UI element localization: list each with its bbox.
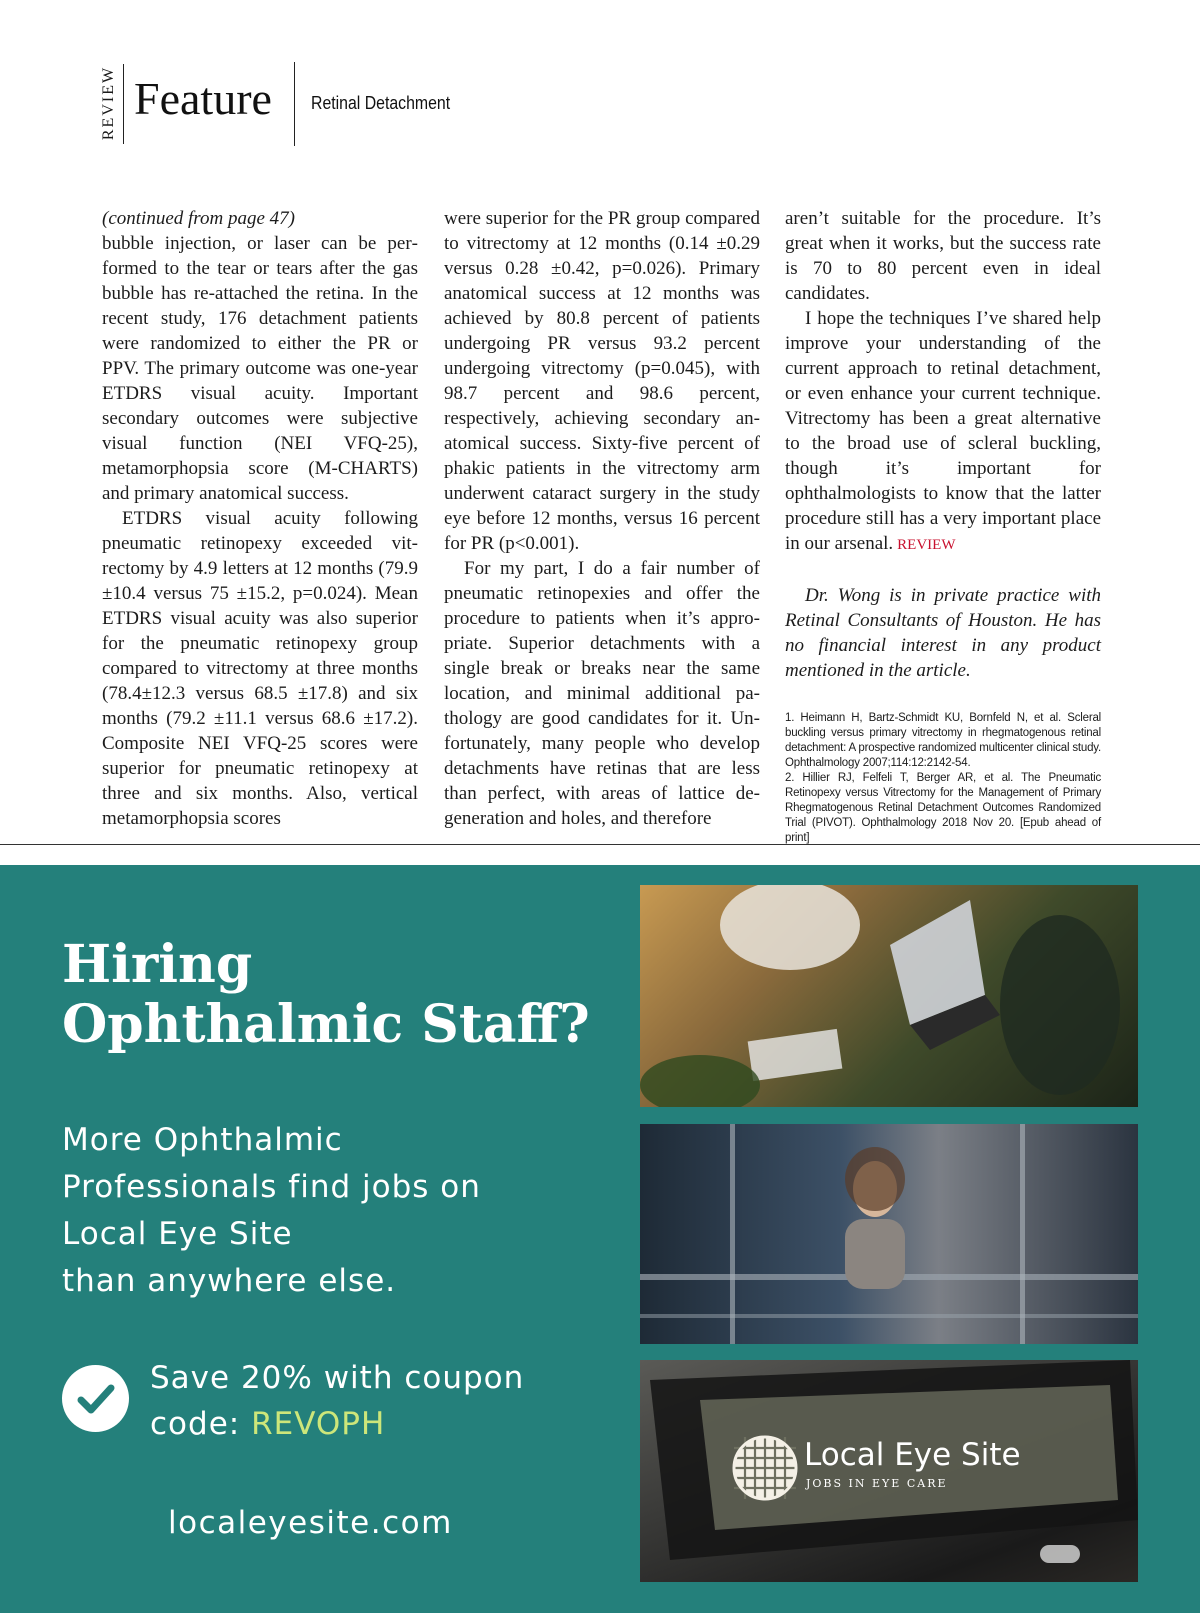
coupon-text: Save 20% with coupon code:: [150, 1360, 525, 1442]
logo-wordmark: Local Eye Site: [804, 1437, 1021, 1473]
review-vertical-label: REVIEW: [100, 65, 117, 141]
author-bio: Dr. Wong is in private practice with Retinal Consultants of Houston. He has no financial interest in any product mentioned in the article.: [785, 585, 1101, 681]
feature-title: Feature: [134, 73, 272, 124]
ad-url-link[interactable]: localeyesite.com: [168, 1505, 453, 1541]
article-paragraph: were superior for the PR group compared to vitrectomy at 12 months (0.14 ±0.29 versus 0.28 ±0.42, p=0.026). Primary anatomical success at 12 months was achieved by 80.8 percent of patients undergoing PR versus 93.2 percent undergoing vitrectomy (p=0.045), with 98.7 percent and 98.6 percent, respectively, achieving secondary anatomical success. Sixty-five percent of phakic patients in the vitrectomy arm underwent cataract surgery in the study eye before 12 months, versus 16 percent for PR (p<0.001).: [444, 208, 760, 554]
header-divider: [294, 62, 295, 146]
reference-item: 2. Hillier RJ, Felfeli T, Berger AR, et al. The Pneumatic Retinopexy versus Vitrectomy for the Management of Primary Rhegmatogenous Retinal Detachment Outcomes Randomized Trial (PIVOT). Ophthalmology 2018 Nov 20. [Epub ahead of print]: [785, 772, 1101, 844]
coupon-offer: [150, 1355, 570, 1447]
article-paragraph: ETDRS visual acuity following pneumatic retinopexy exceeded vitrectomy by 4.9 letters at 12 months (79.9 ±10.4 versus 75 ±15.2, p=0.024). Mean ETDRS visual acuity was also superior for the pneumatic retinopexy group compared to vitrectomy at three months (78.4±12.3 versus 68.5 ±17.8) and six months (79.2 ±11.1 versus 68.6 ±17.2). Composite NEI VFQ-25 scores were superior for pneumatic retinopexy at three and six months. Also, vertical metamorphopsia scores: [102, 508, 418, 829]
ad-body-line: Local Eye Site: [62, 1216, 293, 1252]
ad-headline-line: Hiring: [62, 934, 253, 995]
ad-body-line: More Ophthalmic: [62, 1122, 343, 1158]
article-column-2: [444, 206, 760, 831]
ad-body: [62, 1117, 582, 1305]
ad-body-line: than anywhere else.: [62, 1263, 397, 1299]
continued-note: (continued from page 47): [102, 208, 295, 229]
ad-body-line: Professionals find jobs on: [62, 1169, 481, 1205]
grid-logo-icon: [732, 1435, 798, 1501]
check-circle-icon: [62, 1365, 129, 1432]
section-title: Retinal Detachment: [311, 93, 451, 113]
page-header: [96, 60, 696, 146]
references: [785, 711, 1101, 846]
advertisement[interactable]: [0, 865, 1200, 1613]
article-paragraph: aren’t suitable for the procedure. It’s great when it works, but the success rate is 70 to 80 percent even in ideal candidates.: [785, 208, 1101, 304]
ad-headline-line: Ophthalmic Staff?: [62, 994, 590, 1055]
page-divider: [0, 844, 1200, 845]
article-paragraph: For my part, I do a fair number of pneumatic retinopexies and offer the procedure to patients when it’s appropriate. Superior detachments with a single break or breaks near the same location, and minimal additional pathology are good candidates for it. Unfortunately, many people who develop detachments have retinas that are less than perfect, with areas of lattice degeneration and holes, and therefore: [444, 558, 760, 829]
article-paragraph: bubble injection, or laser can be performed to the tear or tears after the gas bubble has re-attached the retina. In the recent study, 176 detachment patients were randomized to either the PR or PPV. The primary outcome was one-year ETDRS visual acuity. Important secondary outcomes were subjective visual function (NEI VFQ-25), metamorphopsia score (M-CHARTS) and primary anatomical success.: [102, 233, 418, 504]
article-column-3: [785, 206, 1101, 846]
photo-woman-smiling: [640, 1124, 1138, 1344]
local-eye-site-logo: [732, 1435, 1052, 1505]
photo-laptop-logo: [640, 1360, 1138, 1582]
article-column-1: [102, 206, 418, 831]
article-paragraph: [785, 306, 1101, 558]
ad-headline: [62, 935, 622, 1055]
coupon-code: REVOPH: [251, 1406, 386, 1442]
logo-tagline: JOBS IN EYE CARE: [806, 1477, 948, 1490]
article-paragraph-text: I hope the techniques I’ve shared help improve your understanding of the current approach to retinal detachment, or even enhance your current technique. Vitrectomy has been a great alternative to the broad use of scleral buckling, though it’s important for ophthalmologists to know that the latter procedure still has a very important place in our arsenal.: [785, 308, 1101, 554]
reference-item: 1. Heimann H, Bartz-Schmidt KU, Bornfeld N, et al. Scleral buckling versus primary vitrectomy in rhegmatogenous retinal detachment: A prospective randomized multicenter clinical study. Ophthalmology 2007;114:12:2142-54.: [785, 712, 1101, 769]
header-divider: [123, 64, 124, 144]
photo-meeting: [640, 885, 1138, 1107]
review-end-tag: REVIEW: [897, 537, 956, 553]
